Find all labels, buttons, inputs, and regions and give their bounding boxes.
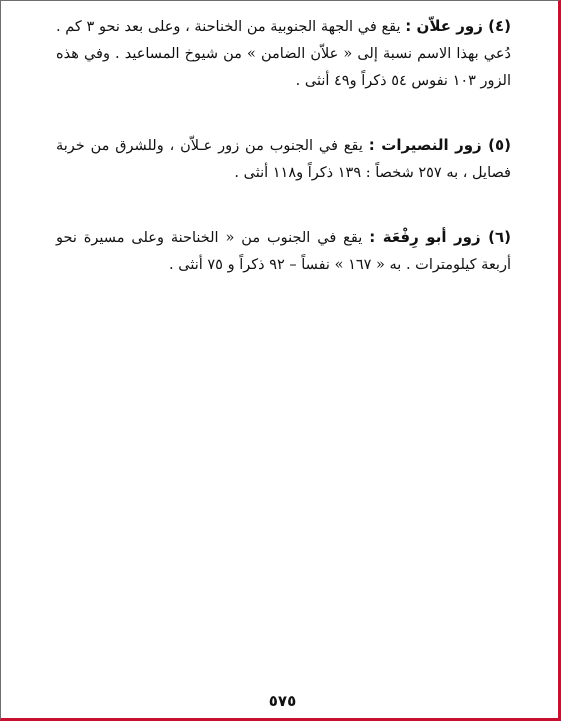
document-body bbox=[56, 13, 511, 279]
entry-text: يقع في الجنوب من « الخناحنة وعلى مسيرة نحو أربعة كيلومترات . به « ١٦٧ » نفساً – ٩٢ ذكراً و ٧٥ أنثى . bbox=[56, 230, 511, 273]
entry-heading: (٦) زور أبو رِفْعَة : bbox=[369, 228, 511, 246]
entry-zor-allan bbox=[56, 13, 511, 95]
entry-heading: (٤) زور علاّن : bbox=[405, 17, 511, 35]
entry-heading: (٥) زور النصيرات : bbox=[368, 136, 512, 154]
entry-text: يقع في الجنوب من زور عـلاّن ، وللشرق من خربة فصايل ، به ٢٥٧ شخصاً : ١٣٩ ذكراً و١١٨ أنثى . bbox=[56, 138, 511, 181]
entry-text: يقع في الجهة الجنوبية من الخناحنة ، وعلى بعد نحو ٣ كم . دُعي بهذا الاسم نسبة إلى « علاّن الضامن » من شيوخ المساعيد . وفي هذه الزور ١٠٣ نفوس ٥٤ ذكراً و٤٩ أنثى . bbox=[56, 19, 511, 89]
page-number: ٥٧٥ bbox=[268, 692, 297, 710]
entry-zor-abu-rifaa bbox=[56, 224, 511, 279]
entry-zor-al-nusayrat bbox=[56, 132, 511, 187]
